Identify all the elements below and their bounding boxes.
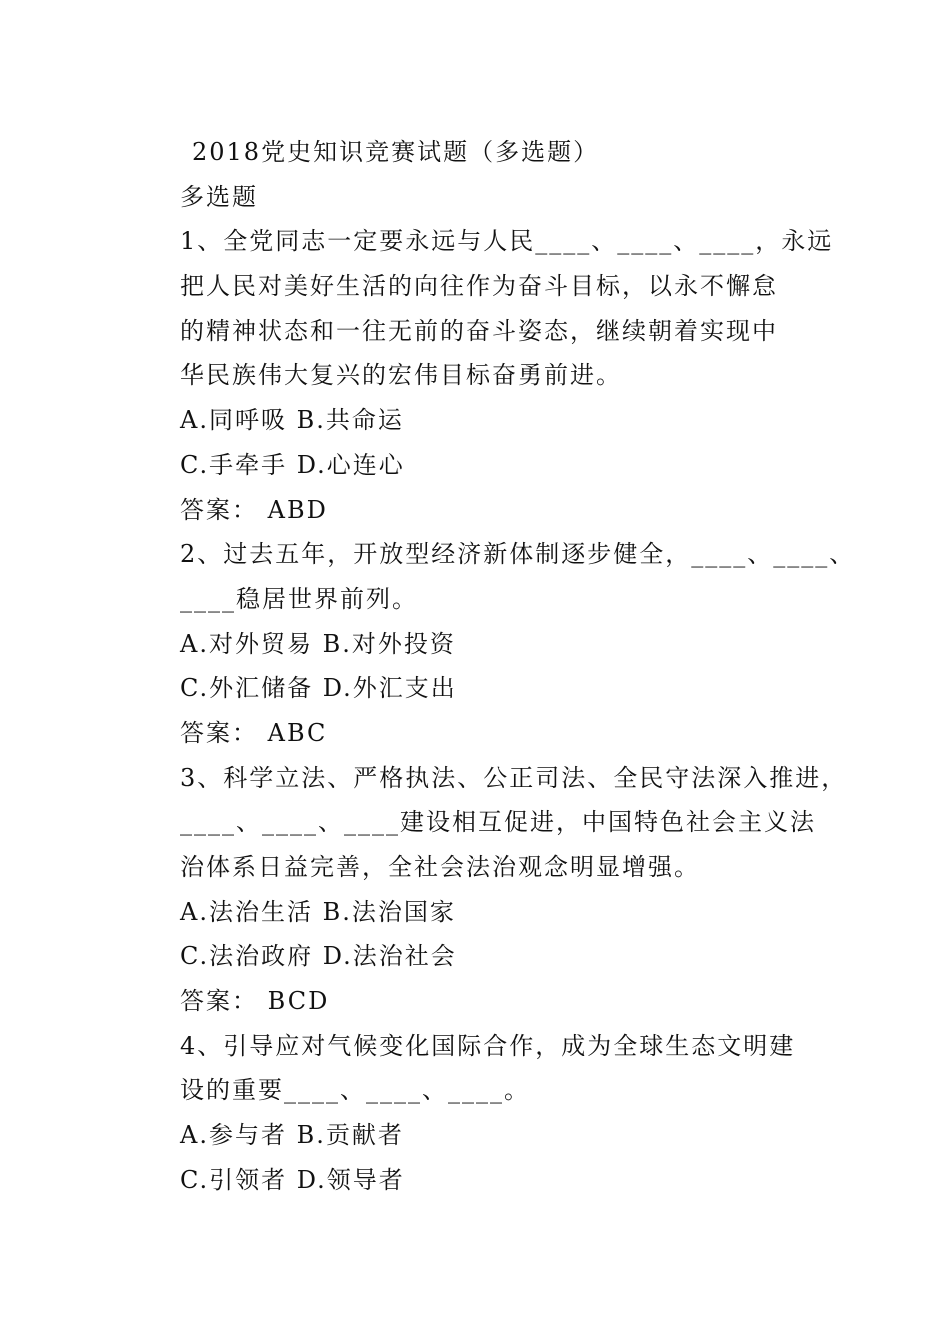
- document-page: [180, 130, 856, 1203]
- question-stem-line: 1、全党同志一定要永远与人民____、____、____，永远: [180, 227, 834, 256]
- question-stem-line: 3、科学立法、严格执法、公正司法、全民守法深入推进，: [180, 763, 848, 792]
- question-stem-line: 2、过去五年，开放型经济新体制逐步健全，____、____、: [180, 540, 856, 569]
- question-stem-line: 华民族伟大复兴的宏伟目标奋勇前进。: [180, 361, 622, 390]
- question-stem-line: 4、引导应对气候变化国际合作，成为全球生态文明建: [180, 1031, 796, 1060]
- question-1: [180, 219, 834, 532]
- option-line: A.对外贸易 B.对外投资: [180, 629, 456, 658]
- question-4: [180, 1024, 796, 1203]
- section-heading: 多选题: [180, 182, 258, 211]
- option-line: A.法治生活 B.法治国家: [180, 897, 456, 926]
- option-line: C.法治政府 D.法治社会: [180, 942, 457, 971]
- option-line: C.引领者 D.领导者: [180, 1165, 405, 1194]
- option-line: A.参与者 B.贡献者: [180, 1121, 404, 1150]
- answer-line: 答案： BCD: [180, 987, 330, 1016]
- answer-line: 答案： ABD: [180, 495, 328, 524]
- question-3: [180, 756, 848, 1024]
- answer-line: 答案： ABC: [180, 718, 328, 747]
- question-stem-line: 的精神状态和一往无前的奋斗姿态，继续朝着实现中: [180, 316, 778, 345]
- option-line: A.同呼吸 B.共命运: [180, 406, 404, 435]
- option-line: C.手牵手 D.心连心: [180, 450, 405, 479]
- option-line: C.外汇储备 D.外汇支出: [180, 674, 457, 703]
- question-stem-line: ____稳居世界前列。: [180, 584, 418, 613]
- question-stem-line: 治体系日益完善，全社会法治观念明显增强。: [180, 853, 700, 881]
- question-2: [180, 532, 856, 755]
- document-title: 2018党史知识竞赛试题（多选题）: [192, 138, 600, 166]
- question-stem-line: ____、____、____建设相互促进，中国特色社会主义法: [180, 808, 816, 837]
- question-stem-line: 把人民对美好生活的向往作为奋斗目标，以永不懈怠: [180, 272, 778, 301]
- question-stem-line: 设的重要____、____、____。: [180, 1076, 530, 1105]
